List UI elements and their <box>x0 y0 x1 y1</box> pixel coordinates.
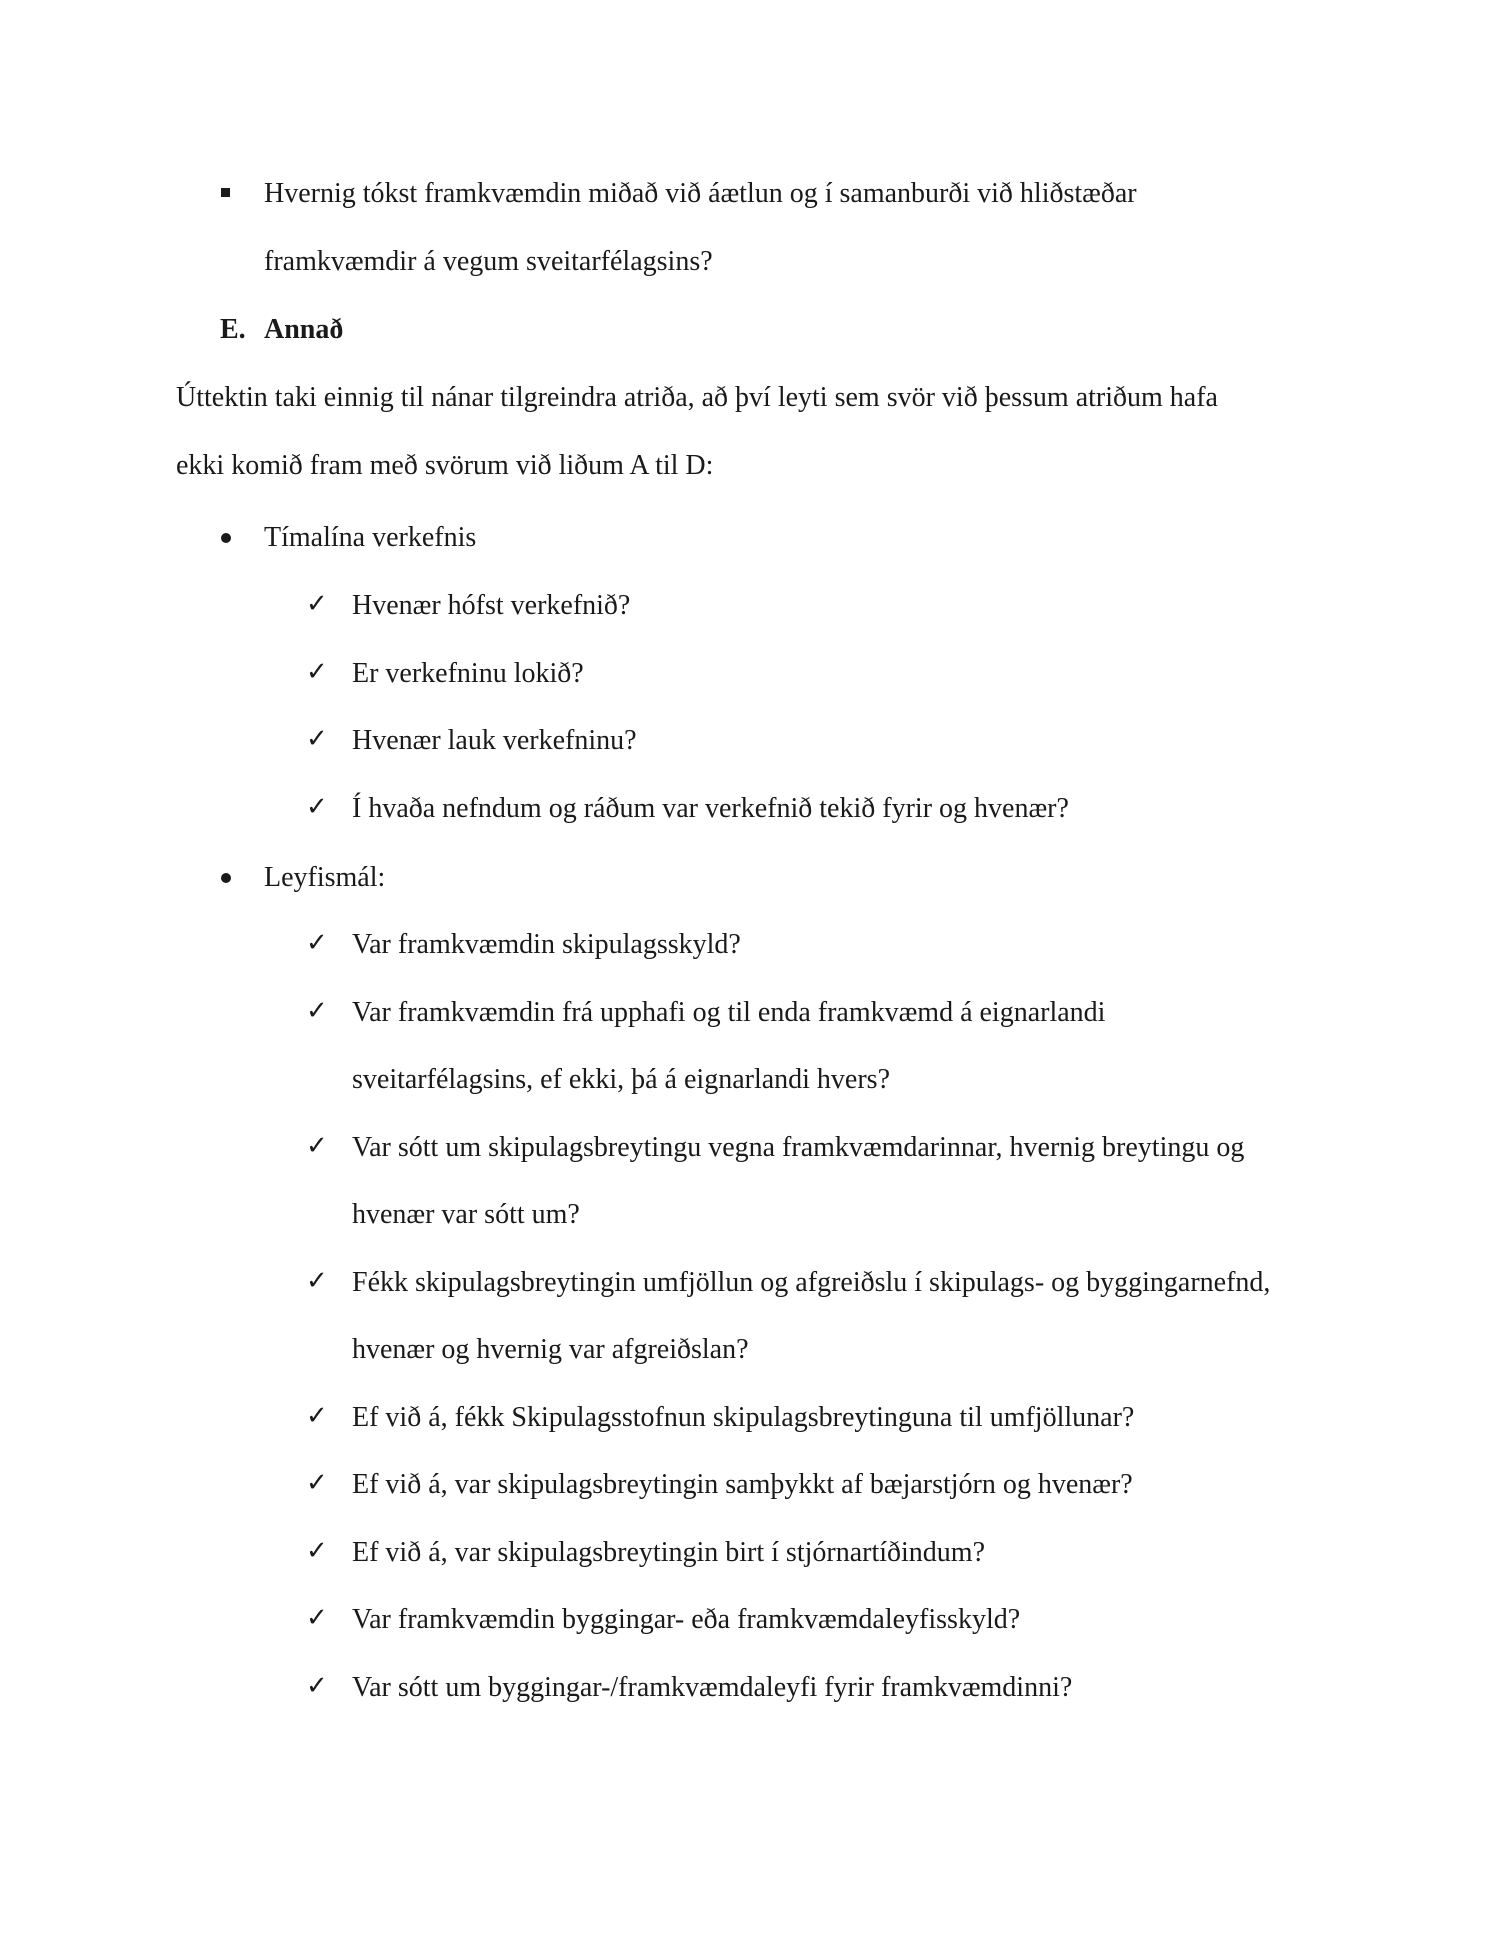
checkmark-icon: ✓ <box>306 1603 328 1633</box>
checkmark-icon: ✓ <box>306 1536 328 1566</box>
group-1-item-3-line-1: Hvenær lauk verkefninu? <box>352 725 637 756</box>
section-e-title: Annað <box>264 314 344 345</box>
group-2-item-3-line-1: Var sótt um skipulagsbreytingu vegna framkvæmdarinnar, hvernig breytingu og <box>352 1132 1245 1163</box>
group-2-item-9-line-1: Var sótt um byggingar-/framkvæmdaleyfi fyrir framkvæmdinni? <box>352 1672 1073 1703</box>
group-2-item-3-line-2: hvenær var sótt um? <box>352 1199 580 1230</box>
section-e-intro-line-1: Úttektin taki einnig til nánar tilgreindra atriða, að því leyti sem svör við þessum atriðum hafa <box>176 382 1218 413</box>
round-bullet-icon <box>221 873 231 883</box>
checkmark-icon: ✓ <box>306 589 328 619</box>
checkmark-icon: ✓ <box>306 1131 328 1161</box>
checkmark-icon: ✓ <box>306 657 328 687</box>
group-1-heading: Tímalína verkefnis <box>264 522 477 553</box>
group-2-item-4-line-1: Fékk skipulagsbreytingin umfjöllun og afgreiðslu í skipulags- og byggingarnefnd, <box>352 1267 1271 1298</box>
checkmark-icon: ✓ <box>306 1401 328 1431</box>
group-1-item-2-line-1: Er verkefninu lokið? <box>352 658 584 689</box>
round-bullet-icon <box>221 533 231 543</box>
group-2-item-1-line-1: Var framkvæmdin skipulagsskyld? <box>352 929 741 960</box>
group-2-heading: Leyfismál: <box>264 862 386 893</box>
group-1-item-1-line-1: Hvenær hófst verkefnið? <box>352 590 631 621</box>
checkmark-icon: ✓ <box>306 724 328 754</box>
group-2-item-2-line-1: Var framkvæmdin frá upphafi og til enda framkvæmd á eignarlandi <box>352 997 1106 1028</box>
checkmark-icon: ✓ <box>306 1468 328 1498</box>
checkmark-icon: ✓ <box>306 1266 328 1296</box>
section-d-bullet-line-2: framkvæmdir á vegum sveitarfélagsins? <box>264 246 713 277</box>
square-bullet-icon <box>221 188 230 197</box>
checkmark-icon: ✓ <box>306 996 328 1026</box>
checkmark-icon: ✓ <box>306 928 328 958</box>
checkmark-icon: ✓ <box>306 1671 328 1701</box>
group-2-item-4-line-2: hvenær og hvernig var afgreiðslan? <box>352 1334 749 1365</box>
group-2-item-8-line-1: Var framkvæmdin byggingar- eða framkvæmdaleyfisskyld? <box>352 1604 1021 1635</box>
section-d-bullet-line-1: Hvernig tókst framkvæmdin miðað við áætlun og í samanburði við hliðstæðar <box>264 178 1137 209</box>
group-2-item-2-line-2: sveitarfélagsins, ef ekki, þá á eignarlandi hvers? <box>352 1064 891 1095</box>
section-e-letter: E. <box>220 314 246 345</box>
checkmark-icon: ✓ <box>306 792 328 822</box>
group-2-item-6-line-1: Ef við á, var skipulagsbreytingin samþykkt af bæjarstjórn og hvenær? <box>352 1469 1133 1500</box>
group-2-item-5-line-1: Ef við á, fékk Skipulagsstofnun skipulagsbreytinguna til umfjöllunar? <box>352 1402 1135 1433</box>
group-2-item-7-line-1: Ef við á, var skipulagsbreytingin birt í stjórnartíðindum? <box>352 1537 985 1568</box>
group-1-item-4-line-1: Í hvaða nefndum og ráðum var verkefnið tekið fyrir og hvenær? <box>352 793 1069 824</box>
section-e-intro-line-2: ekki komið fram með svörum við liðum A til D: <box>176 450 714 481</box>
